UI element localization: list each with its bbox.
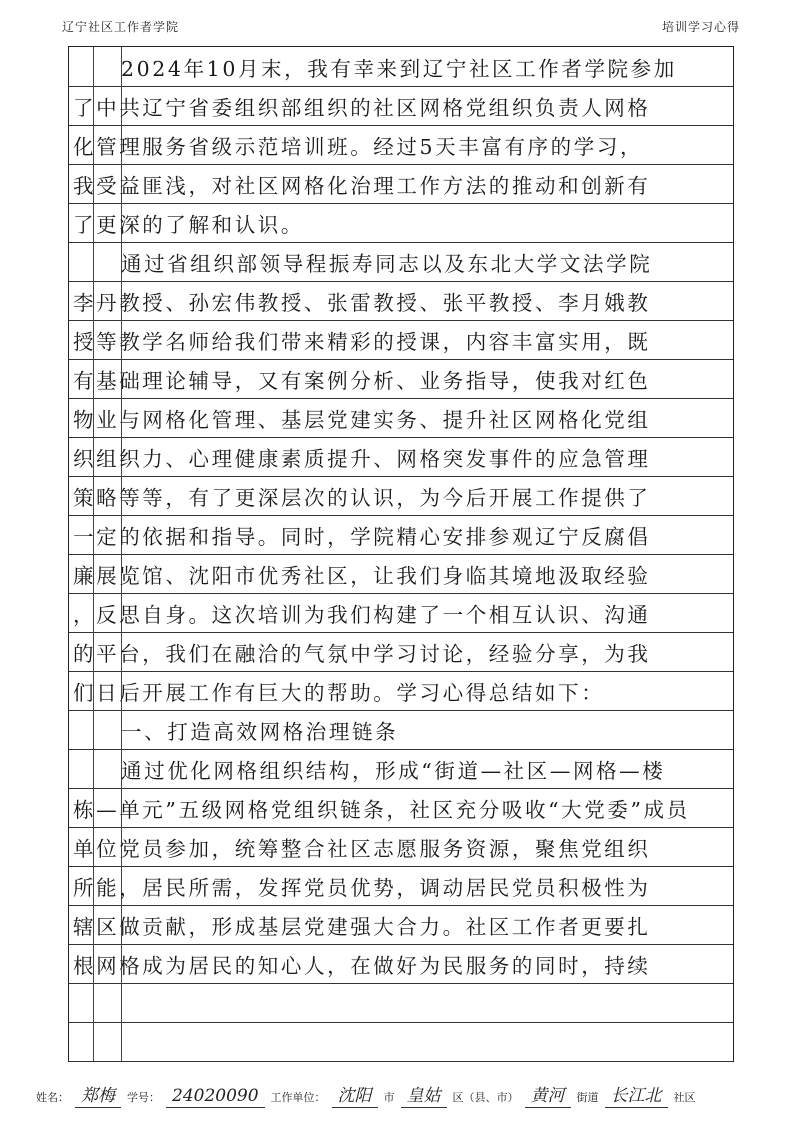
grid-row — [69, 671, 733, 711]
grid-row — [69, 515, 733, 555]
handwritten-line: 我受益匪浅，对社区网格化治理工作方法的推动和创新有 — [73, 173, 651, 198]
handwritten-line: 了中共辽宁省委组织部组织的社区网格党组织负责人网格 — [73, 95, 651, 120]
grid-row — [69, 203, 733, 243]
community-value: 长江北 — [605, 1086, 668, 1108]
grid-row — [69, 476, 733, 516]
header-school-name: 辽宁社区工作者学院 — [62, 19, 180, 34]
grid-column-rule — [93, 47, 94, 86]
student-id-label: 学号： — [127, 1091, 160, 1104]
handwritten-line: 通过省组织部领导程振寿同志以及东北大学文法学院 — [121, 251, 653, 276]
handwritten-line: 们日后开展工作有巨大的帮助。学习心得总结如下： — [73, 680, 605, 705]
district-value: 皇姑 — [401, 1086, 447, 1108]
student-id-value: 24020090 — [166, 1086, 265, 1108]
handwritten-line — [73, 983, 729, 1022]
grid-column-rule — [93, 710, 94, 749]
handwritten-line: 通过优化网格组织结构，形成“街道—社区—网格—楼 — [121, 758, 666, 783]
grid-row — [69, 749, 733, 789]
grid-row — [69, 164, 733, 204]
handwritten-line: 单位党员参加，统筹整合社区志愿服务资源，聚焦党组织 — [73, 836, 651, 861]
handwritten-line: 化管理服务省级示范培训班。经过5天丰富有序的学习， — [73, 134, 644, 159]
grid-row — [69, 242, 733, 282]
grid-row — [69, 398, 733, 438]
grid-column-rule — [93, 749, 94, 788]
handwritten-line: 2024年10月末，我有幸来到辽宁社区工作者学院参加 — [121, 56, 677, 81]
grid-row — [69, 320, 733, 360]
writing-grid — [68, 46, 734, 1062]
handwritten-line: 授等教学名师给我们带来精彩的授课，内容丰富实用，既 — [73, 329, 651, 354]
footer-info — [36, 1068, 756, 1108]
city-value: 沈阳 — [332, 1086, 378, 1108]
grid-row — [69, 437, 733, 477]
grid-row — [69, 359, 733, 399]
handwritten-line — [73, 1022, 729, 1061]
grid-row — [69, 554, 733, 594]
community-label: 社区 — [673, 1091, 696, 1104]
grid-row — [69, 1022, 733, 1062]
grid-row — [69, 710, 733, 750]
grid-row — [69, 632, 733, 672]
grid-row — [69, 866, 733, 906]
street-label: 街道 — [576, 1091, 599, 1104]
grid-row — [69, 788, 733, 828]
street-value: 黄河 — [525, 1086, 571, 1108]
grid-row — [69, 827, 733, 867]
grid-row — [69, 983, 733, 1023]
handwritten-line: 了更深的了解和认识。 — [73, 212, 304, 237]
handwritten-line: 所能，居民所需，发挥党员优势，调动居民党员积极性为 — [73, 875, 651, 900]
handwritten-line: 栋—单元”五级网格党组织链条，社区充分吸收“大党委”成员 — [73, 797, 690, 822]
grid-row — [69, 593, 733, 633]
handwritten-line: 根网格成为居民的知心人，在做好为民服务的同时，持续 — [73, 953, 651, 978]
handwritten-line: 物业与网格化管理、基层党建实务、提升社区网格化党组 — [73, 407, 651, 432]
handwritten-line: 织组织力、心理健康素质提升、网格突发事件的应急管理 — [73, 446, 651, 471]
grid-column-rule — [93, 242, 94, 281]
handwritten-line: 的平台，我们在融洽的气氛中学习讨论，经验分享，为我 — [73, 641, 651, 666]
grid-row — [69, 86, 733, 126]
handwritten-line: 一定的依据和指导。同时，学院精心安排参观辽宁反腐倡 — [73, 524, 651, 549]
handwritten-line: 策略等等，有了更深层次的认识，为今后开展工作提供了 — [73, 485, 651, 510]
grid-row — [69, 47, 733, 87]
handwritten-line: ，反思自身。这次培训为我们构建了一个相互认识、沟通 — [73, 602, 651, 627]
district-label: 区（县、市） — [452, 1091, 519, 1104]
handwritten-line: 一、打造高效网格治理链条 — [121, 719, 399, 744]
name-value: 郑梅 — [75, 1086, 121, 1108]
handwritten-line: 李丹教授、孙宏伟教授、张雷教授、张平教授、李月娥教 — [73, 290, 651, 315]
grid-row — [69, 905, 733, 945]
handwritten-line: 廉展览馆、沈阳市优秀社区，让我们身临其境地汲取经验 — [73, 563, 651, 588]
work-unit-label: 工作单位： — [270, 1091, 326, 1104]
name-label: 姓名： — [36, 1091, 69, 1104]
header-doc-type: 培训学习心得 — [661, 19, 740, 34]
handwritten-line: 有基础理论辅导，又有案例分析、业务指导，使我对红色 — [73, 368, 651, 393]
grid-row — [69, 281, 733, 321]
grid-row — [69, 944, 733, 984]
city-label: 市 — [383, 1091, 395, 1104]
page-header — [62, 14, 740, 38]
handwritten-line: 辖区做贡献，形成基层党建强大合力。社区工作者更要扎 — [73, 914, 651, 939]
grid-row — [69, 125, 733, 165]
